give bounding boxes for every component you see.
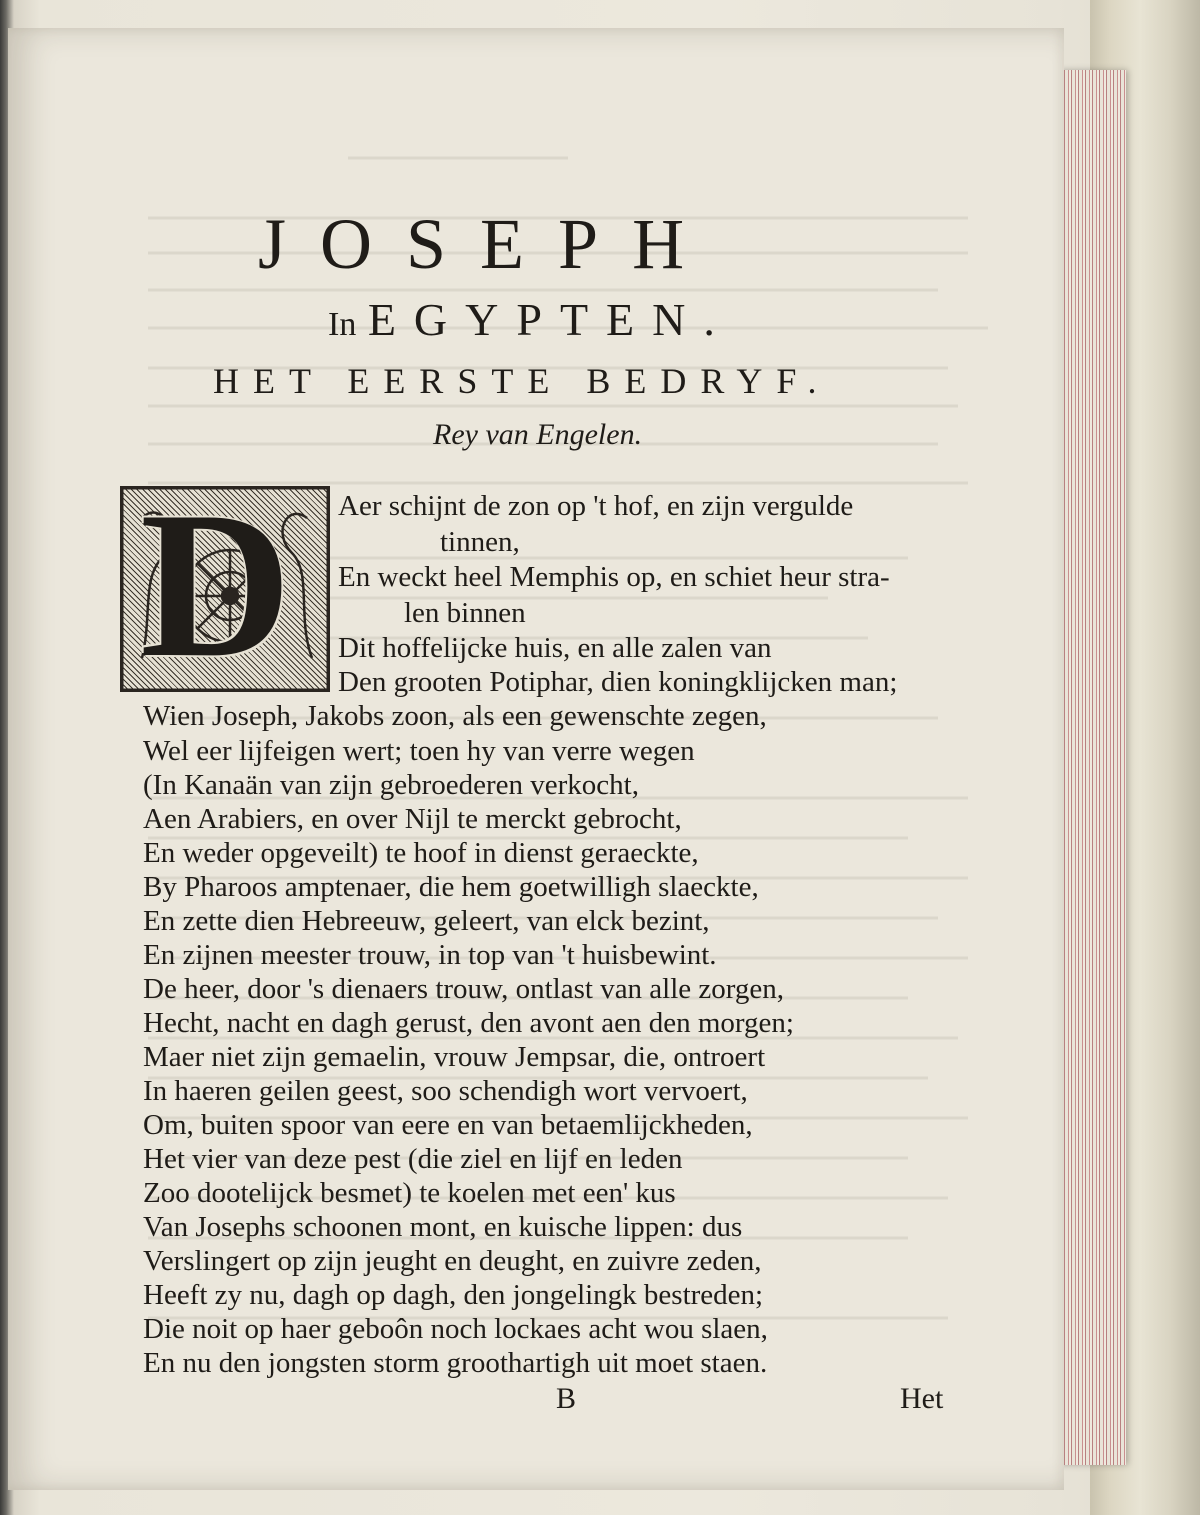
verse-line: Maer niet zijn gemaelin, vrouw Jempsar, die, ontroert [143, 1041, 766, 1073]
title: JOSEPH [258, 204, 719, 284]
verse-line: Van Josephs schoonen mont, en kuische lippen: dus [143, 1211, 743, 1243]
subtitle-main: EGYPTEN. [367, 294, 733, 345]
verse-line: Den grooten Potiphar, dien koningklijcken man; [338, 666, 898, 698]
verse-line: En zijnen meester trouw, in top van 't huisbewint. [143, 939, 717, 971]
verse-line: En weckt heel Memphis op, en schiet heur stra- [338, 561, 890, 593]
verse-line: Wel eer lijfeigen wert; toen hy van verre wegen [143, 735, 695, 767]
verse-line: En weder opgeveilt) te hoof in dienst geraeckte, [143, 837, 699, 869]
initial-letter: D [140, 469, 292, 701]
subtitle-prefix: In [328, 306, 357, 343]
verse-line: Dit hoffelijcke huis, en alle zalen van [338, 632, 772, 664]
verse-line: tinnen, [440, 526, 520, 558]
verse-line: Heeft zy nu, dagh op dagh, den jongelingk bestreden; [143, 1279, 764, 1311]
verse-line: (In Kanaän van zijn gebroederen verkocht, [143, 769, 639, 801]
act-heading: HET EERSTE BEDRYF. [213, 361, 831, 401]
verse-line: Wien Joseph, Jakobs zoon, als een gewenschte zegen, [143, 700, 767, 732]
page-edges [1058, 70, 1126, 1465]
verse-line: Hecht, nacht en dagh gerust, den avont aen den morgen; [143, 1007, 794, 1039]
chorus-heading: Rey van Engelen. [433, 418, 643, 451]
verse-line: Aer schijnt de zon op 't hof, en zijn vergulde [338, 490, 854, 522]
verse-line: En nu den jongsten storm groothartigh uit moet staen. [143, 1347, 768, 1379]
verse-line: Aen Arabiers, en over Nijl te merckt gebrocht, [143, 803, 682, 835]
catchword: Het [900, 1382, 944, 1415]
verse-line: Zoo dootelijck besmet) te koelen met een' kus [143, 1177, 676, 1209]
verse-line: Om, buiten spoor van eere en van betaemlijckheden, [143, 1109, 753, 1141]
verse-line: De heer, door 's dienaers trouw, ontlast van alle zorgen, [143, 973, 785, 1005]
verse [8, 28, 1064, 1490]
verse-line: Het vier van deze pest (die ziel en lijf en leden [143, 1143, 683, 1175]
verse-line: En zette dien Hebreeuw, geleert, van elck bezint, [143, 905, 710, 937]
verse-line: In haeren geilen geest, soo schendigh wort vervoert, [143, 1075, 748, 1107]
book-page [8, 28, 1064, 1490]
verse-line: By Pharoos amptenaer, die hem goetwilligh slaeckte, [143, 871, 759, 903]
verse-line: Verslingert op zijn jeught en deught, en zuivre zeden, [143, 1245, 762, 1277]
verse-line: Die noit op haer geboôn noch lockaes acht wou slaen, [143, 1313, 768, 1345]
signature-mark: B [556, 1382, 577, 1415]
verse-line: len binnen [404, 597, 526, 629]
